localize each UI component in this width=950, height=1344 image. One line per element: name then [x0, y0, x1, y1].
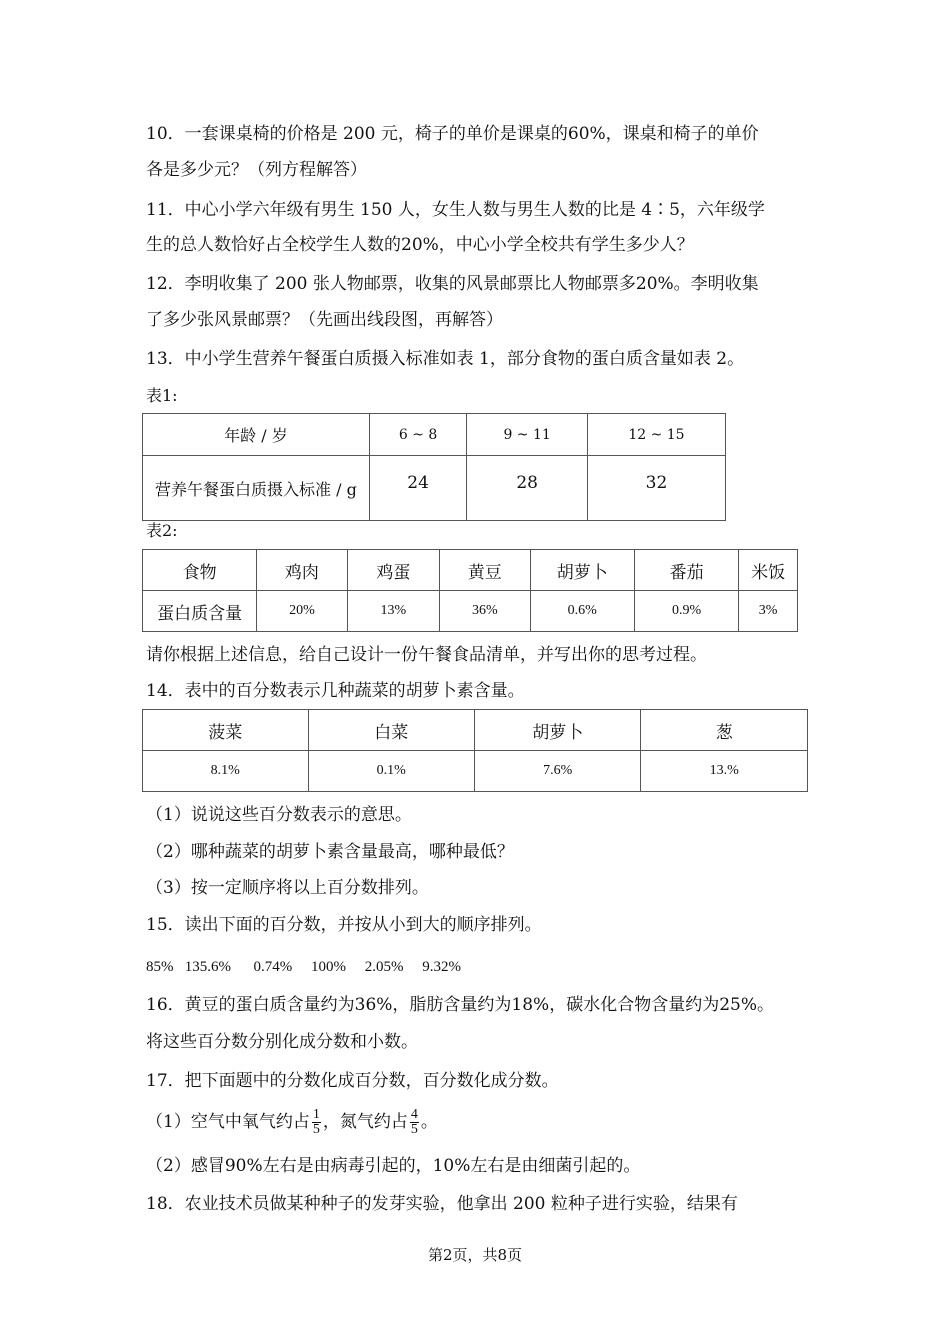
- carotene-header-row: [143, 710, 808, 751]
- table2-data-cell: 0.9%: [634, 591, 738, 632]
- q12-line1: 12．李明收集了 200 张人物邮票，收集的风景邮票比人物邮票多20%。李明收集: [146, 274, 759, 294]
- q17-sub1-text: 。: [420, 1112, 438, 1132]
- fraction-four-fifths: [410, 1108, 419, 1137]
- q16-line1: 16．黄豆的蛋白质含量约为36%，脂肪含量约为18%，碳水化合物含量约为25%。: [146, 995, 774, 1015]
- percent-value: 9.32%: [422, 959, 461, 975]
- percent-value: 100%: [311, 959, 346, 975]
- table1-data-cell: 32: [587, 456, 725, 521]
- q15-intro: 15．读出下面的百分数，并按从小到大的顺序排列。: [146, 915, 542, 935]
- q10-line2: 各是多少元？（列方程解答）: [146, 160, 367, 180]
- fraction-one-fifth: [312, 1108, 321, 1137]
- table1-caption: 表1:: [146, 386, 178, 405]
- carotene-data-cell: 0.1%: [308, 751, 474, 792]
- fraction-denominator: 5: [410, 1122, 418, 1137]
- q11-line1: 11．中心小学六年级有男生 150 人，女生人数与男生人数的比是 4∶5，六年级学: [146, 200, 765, 220]
- table2-header-cell: 黄豆: [440, 550, 530, 591]
- table2-data-cell: 0.6%: [530, 591, 634, 632]
- percent-value: 2.05%: [364, 959, 404, 975]
- table1-data-cell: 营养午餐蛋白质摄入标准 / g: [143, 456, 370, 521]
- table2-data-cell: 20%: [257, 591, 347, 632]
- table1-header-cell: 9 ~ 11: [467, 414, 588, 456]
- q14-sub3: （3）按一定顺序将以上百分数排列。: [146, 878, 429, 898]
- table2: [142, 549, 798, 632]
- carotene-header-cell: 白菜: [308, 710, 474, 751]
- fraction-numerator: 1: [312, 1107, 320, 1122]
- carotene-data-row: [143, 751, 808, 792]
- q11-line2: 生的总人数恰好占全校学生人数的20%，中心小学全校共有学生多少人？: [146, 235, 694, 255]
- table1-header-row: [143, 414, 726, 456]
- table2-data-row: [143, 591, 798, 632]
- percent-value: 135.6%: [184, 959, 231, 975]
- carotene-data-cell: 7.6%: [474, 751, 640, 792]
- table1-header-cell: 12 ~ 15: [587, 414, 725, 456]
- q12-line2: 了多少张风景邮票？（先画出线段图，再解答）: [146, 310, 503, 330]
- table1-header-cell: 6 ~ 8: [369, 414, 467, 456]
- q13-intro: 13．中小学生营养午餐蛋白质摄入标准如表 1，部分食物的蛋白质含量如表 2。: [146, 349, 745, 369]
- carotene-data-cell: 13.%: [641, 751, 808, 792]
- carotene-header-cell: 胡萝卜: [474, 710, 640, 751]
- q17-sub1-text: ，氮气约占: [322, 1112, 408, 1132]
- q14-intro: 14．表中的百分数表示几种蔬菜的胡萝卜素含量。: [146, 681, 525, 701]
- carotene-header-cell: 葱: [641, 710, 808, 751]
- table2-header-cell: 胡萝卜: [530, 550, 634, 591]
- percent-value: 85%: [146, 959, 174, 975]
- q13-task: 请你根据上述信息，给自己设计一份午餐食品清单，并写出你的思考过程。: [146, 645, 707, 665]
- carotene-data-cell: 8.1%: [143, 751, 309, 792]
- q17-sub1: [146, 1104, 438, 1140]
- table2-header-cell: 番茄: [634, 550, 738, 591]
- table2-header-cell: 鸡蛋: [347, 550, 439, 591]
- q10-line1: 10．一套课桌椅的价格是 200 元，椅子的单价是课桌的60%，课桌和椅子的单价: [146, 124, 759, 144]
- table2-data-cell: 蛋白质含量: [143, 591, 257, 632]
- fraction-denominator: 5: [312, 1122, 320, 1137]
- table2-caption: 表2:: [146, 521, 178, 540]
- table-carotene: [142, 709, 808, 792]
- table1-data-row: [143, 456, 726, 521]
- q16-line2: 将这些百分数分别化成分数和小数。: [146, 1032, 418, 1052]
- q18-line1: 18．农业技术员做某种种子的发芽实验，他拿出 200 粒种子进行实验，结果有: [146, 1194, 738, 1214]
- table2-header-cell: 鸡肉: [257, 550, 347, 591]
- page-footer: 第2页，共8页: [427, 1246, 523, 1264]
- q17-sub1-text: （1）空气中氧气约占: [146, 1112, 310, 1132]
- q14-sub2: （2）哪种蔬菜的胡萝卜素含量最高，哪种最低？: [146, 842, 514, 862]
- q14-sub1: （1）说说这些百分数表示的意思。: [146, 805, 412, 825]
- carotene-header-cell: 菠菜: [143, 710, 309, 751]
- q17-sub2: （2）感冒90%左右是由病毒引起的，10%左右是由细菌引起的。: [146, 1156, 641, 1176]
- table1: [142, 413, 726, 521]
- table2-header-cell: 食物: [143, 550, 257, 591]
- table1-data-cell: 24: [369, 456, 467, 521]
- table2-data-cell: 36%: [440, 591, 530, 632]
- q17-intro: 17．把下面题中的分数化成百分数，百分数化成分数。: [146, 1071, 559, 1091]
- fraction-numerator: 4: [410, 1107, 418, 1122]
- table2-data-cell: 13%: [347, 591, 439, 632]
- q15-numbers: [146, 955, 461, 979]
- table2-header-cell: 米饭: [739, 550, 798, 591]
- table2-data-cell: 3%: [739, 591, 798, 632]
- table1-data-cell: 28: [467, 456, 588, 521]
- table1-header-cell: 年龄 / 岁: [143, 414, 370, 456]
- table2-header-row: [143, 550, 798, 591]
- percent-value: 0.74%: [253, 959, 293, 975]
